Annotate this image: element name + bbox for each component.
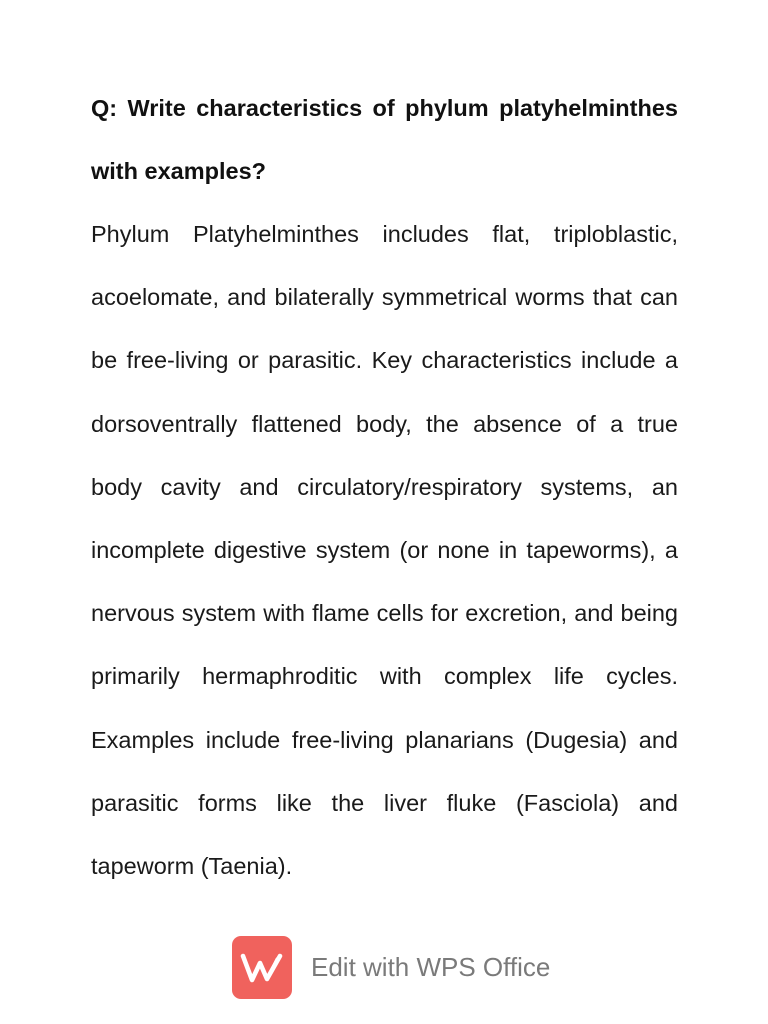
- wps-office-logo-icon: [232, 936, 292, 999]
- wps-w-glyph: [240, 952, 284, 984]
- wps-watermark[interactable]: [232, 936, 550, 999]
- question-heading: Q: Write characteristics of phylum platyhelminthes with examples?: [91, 95, 678, 184]
- answer-paragraph: Phylum Platyhelminthes includes flat, triploblastic, acoelomate, and bilaterally symmetrical worms that can be free-living or parasitic. Key characteristics include a dorsoventrally flattened body, the absence of a true body cavity and circulatory/respiratory systems, an incomplete digestive system (or none in tapeworms), a nervous system with flame cells for excretion, and being primarily hermaphroditic with complex life cycles. Examples include free-living planarians (Dugesia) and parasitic forms like the liver fluke (Fasciola) and tapeworm (Taenia).: [91, 221, 678, 880]
- document-content: [91, 77, 678, 898]
- wps-watermark-text: Edit with WPS Office: [311, 952, 551, 982]
